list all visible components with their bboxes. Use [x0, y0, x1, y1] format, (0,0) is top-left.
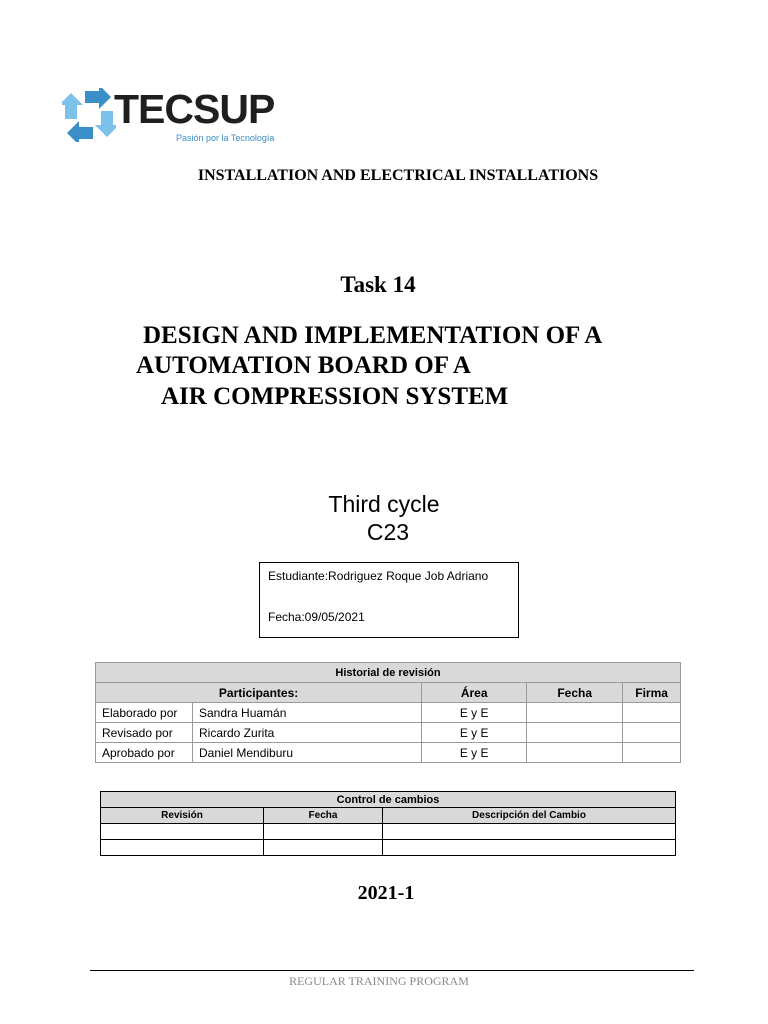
- student-name: Estudiante:Rodriguez Roque Job Adriano: [268, 569, 489, 583]
- table-row: [96, 703, 681, 723]
- area-cell: E y E: [422, 703, 527, 723]
- revision-cell: [101, 840, 264, 856]
- table-row: [96, 743, 681, 763]
- project-title-line-2: AUTOMATION BOARD OF A: [136, 352, 471, 379]
- change-description-cell: [383, 824, 676, 840]
- change-date-cell: [264, 840, 383, 856]
- change-control-table: [100, 791, 676, 856]
- role-cell: Aprobado por: [96, 743, 193, 763]
- header-participants: Participantes:: [96, 683, 422, 703]
- signature-cell: [623, 743, 681, 763]
- table-row: [96, 723, 681, 743]
- change-description-cell: [383, 840, 676, 856]
- table-row: [101, 824, 676, 840]
- area-cell: E y E: [422, 743, 527, 763]
- date-cell: [527, 703, 623, 723]
- header-revision: Revisión: [101, 808, 264, 824]
- footer-divider: [90, 970, 694, 971]
- area-cell: E y E: [422, 723, 527, 743]
- change-date-cell: [264, 824, 383, 840]
- revision-cell: [101, 824, 264, 840]
- revision-history-table: [95, 662, 681, 763]
- revision-history-title: Historial de revisión: [96, 663, 681, 683]
- signature-cell: [623, 703, 681, 723]
- role-cell: Revisado por: [96, 723, 193, 743]
- logo-tagline: Pasión por la Tecnología: [176, 133, 275, 143]
- date-cell: [527, 723, 623, 743]
- signature-cell: [623, 723, 681, 743]
- academic-period: 2021-1: [357, 882, 415, 904]
- student-info-box: [259, 562, 519, 638]
- course-title: INSTALLATION AND ELECTRICAL INSTALLATIONS: [197, 167, 599, 184]
- header-change-date: Fecha: [264, 808, 383, 824]
- change-control-title: Control de cambios: [101, 792, 676, 808]
- name-cell: Ricardo Zurita: [193, 723, 422, 743]
- header-area: Área: [422, 683, 527, 703]
- task-title: Task 14: [340, 272, 416, 297]
- role-cell: Elaborado por: [96, 703, 193, 723]
- footer-text: REGULAR TRAINING PROGRAM: [289, 974, 469, 988]
- name-cell: Daniel Mendiburu: [193, 743, 422, 763]
- tecsup-arrows-icon: [62, 88, 116, 142]
- tecsup-logo: [62, 86, 282, 148]
- header-change-description: Descripción del Cambio: [383, 808, 676, 824]
- name-cell: Sandra Huamán: [193, 703, 422, 723]
- project-title-line-3: AIR COMPRESSION SYSTEM: [161, 383, 509, 410]
- cycle-label: Third cycle: [328, 491, 440, 517]
- logo-wordmark: TECSUP: [114, 86, 275, 132]
- project-title-line-1: DESIGN AND IMPLEMENTATION OF A: [143, 322, 603, 349]
- date-cell: [527, 743, 623, 763]
- cycle-code: C23: [366, 519, 410, 545]
- header-date: Fecha: [527, 683, 623, 703]
- header-signature: Firma: [623, 683, 681, 703]
- submission-date: Fecha:09/05/2021: [268, 610, 365, 624]
- table-row: [101, 840, 676, 856]
